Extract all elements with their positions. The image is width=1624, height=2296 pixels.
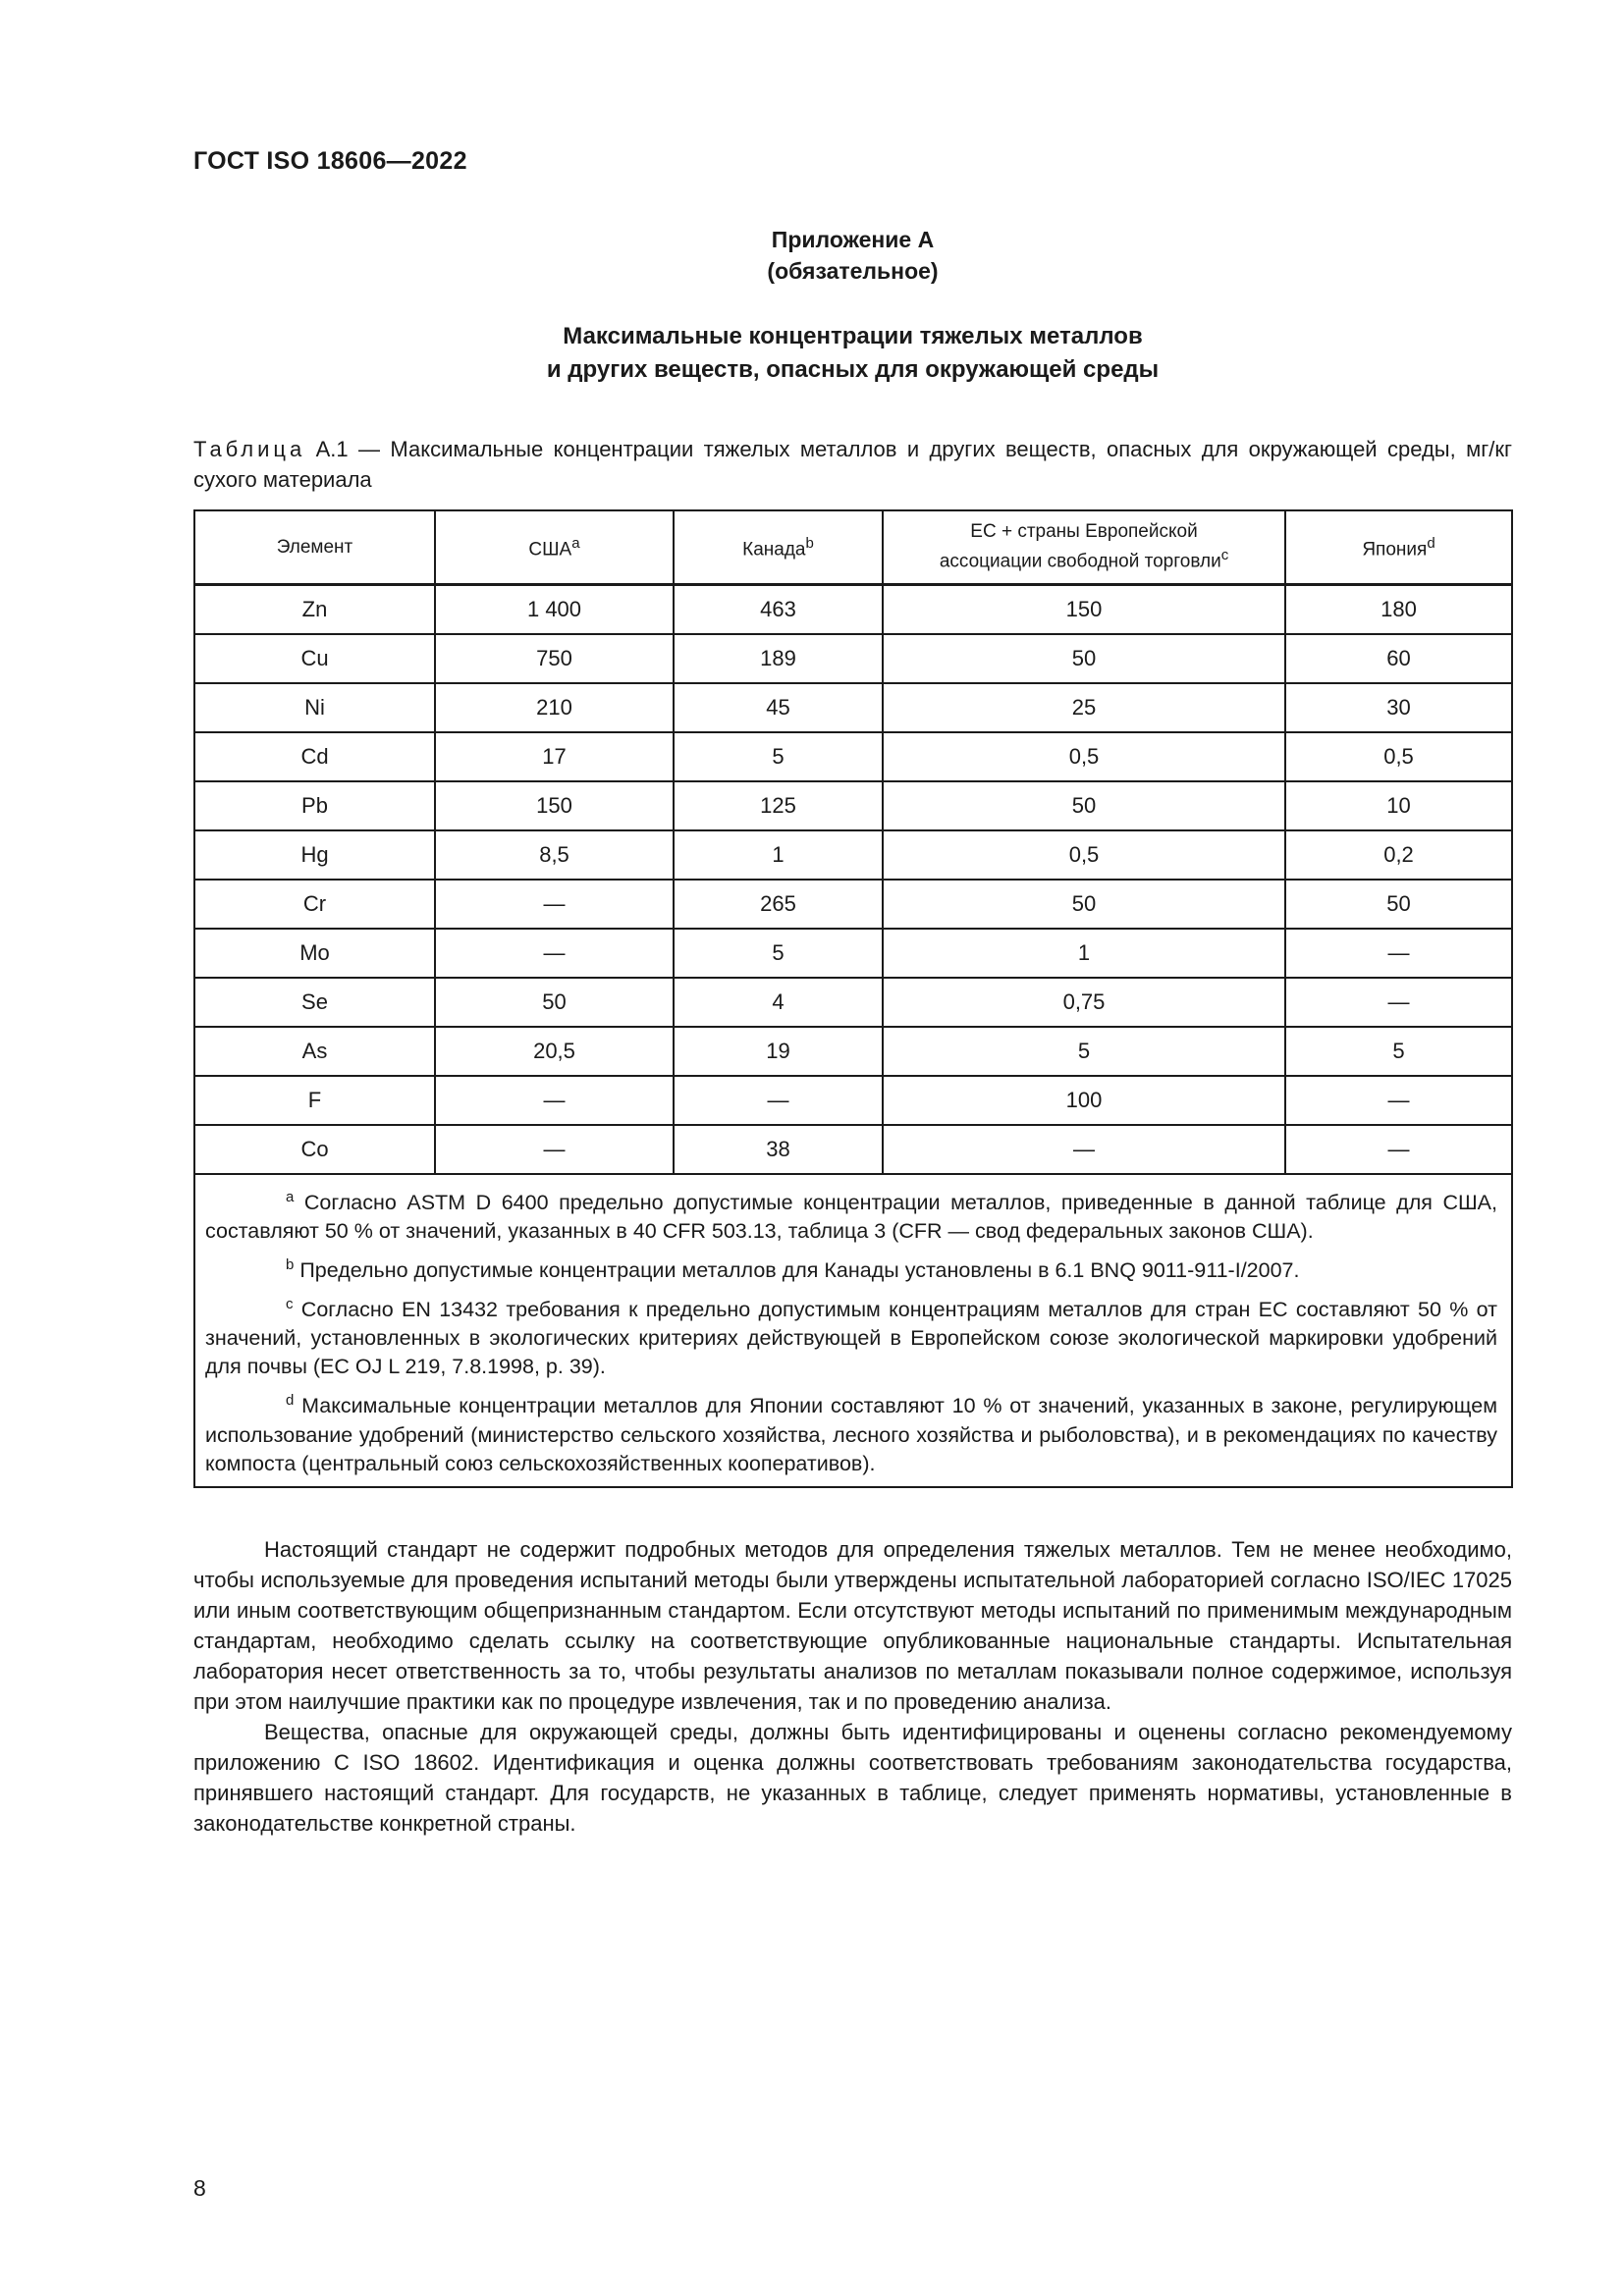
cell-usa: 150: [435, 781, 674, 830]
column-header-japan: Япония$^d$: [1285, 510, 1512, 585]
cell-eu-efta: 0,75: [883, 978, 1285, 1027]
cell-eu-efta: 0,5: [883, 830, 1285, 880]
cell-usa: 210: [435, 683, 674, 732]
cell-japan: —: [1285, 978, 1512, 1027]
cell-japan: 0,5: [1285, 732, 1512, 781]
footnote-a: $^a$ Согласно ASTM D 6400 предельно допустимые концентрации металлов, приведенные в данной таблице для США, составляют 50 % от значений, указанных в 40 CFR 503.13, таблица 3 (CFR — свод федеральных законов США).: [205, 1189, 1497, 1244]
annex-heading-line1: Максимальные концентрации тяжелых металлов: [563, 323, 1143, 349]
footnote-d: $^d$ Максимальные концентрации металлов для Японии составляют 10 % от значений, указанных в законе, регулирующем использование удобрений (министерство сельского хозяйства, лесного хозяйства и рыболовства), и в рекомендациях по качеству компоста (центральный союз сельскохозяйственных кооперативов).: [205, 1392, 1497, 1475]
cell-eu-efta: 150: [883, 585, 1285, 635]
cell-canada: 5: [674, 929, 883, 978]
table-row: [194, 1076, 1512, 1125]
cell-japan: 0,2: [1285, 830, 1512, 880]
cell-eu-efta: 5: [883, 1027, 1285, 1076]
cell-usa: 8,5: [435, 830, 674, 880]
column-header-canada: Канада$^b$: [674, 510, 883, 585]
body-paragraph-2: Вещества, опасные для окружающей среды, должны быть идентифицированы и оценены согласно рекомендуемому приложению С ISO 18602. Идентификация и оценка должны соответствовать требованиям законодательства государства, принявшего настоящий стандарт. Для государств, не указанных в таблице, следует применять нормативы, установленные в законодательстве конкретной страны.: [193, 1720, 1512, 1836]
table-row: [194, 634, 1512, 683]
table-row: [194, 880, 1512, 929]
cell-usa: 50: [435, 978, 674, 1027]
cell-eu-efta: 50: [883, 781, 1285, 830]
cell-element: Co: [194, 1125, 435, 1174]
table-row: [194, 683, 1512, 732]
cell-canada: 5: [674, 732, 883, 781]
cell-usa: 17: [435, 732, 674, 781]
cell-element: Cu: [194, 634, 435, 683]
cell-eu-efta: 50: [883, 634, 1285, 683]
cell-eu-efta: 100: [883, 1076, 1285, 1125]
cell-canada: 125: [674, 781, 883, 830]
cell-japan: 50: [1285, 880, 1512, 929]
cell-canada: 265: [674, 880, 883, 929]
annex-status: (обязательное): [767, 258, 939, 284]
table-row: [194, 978, 1512, 1027]
cell-usa: 1 400: [435, 585, 674, 635]
cell-element: Pb: [194, 781, 435, 830]
cell-usa: 750: [435, 634, 674, 683]
cell-eu-efta: 25: [883, 683, 1285, 732]
concentration-table: [193, 509, 1513, 1488]
cell-canada: 4: [674, 978, 883, 1027]
cell-element: Cr: [194, 880, 435, 929]
table-row: [194, 732, 1512, 781]
cell-japan: —: [1285, 929, 1512, 978]
cell-japan: —: [1285, 1125, 1512, 1174]
table-row: [194, 1125, 1512, 1174]
cell-element: F: [194, 1076, 435, 1125]
cell-eu-efta: 1: [883, 929, 1285, 978]
footnote-b: $^b$ Предельно допустимые концентрации металлов для Канады установлены в 6.1 BNQ 9011-911-I/2007.: [286, 1256, 1300, 1283]
footnote-c: $^c$ Согласно EN 13432 требования к предельно допустимым концентрациям металлов для стран ЕС составляют 50 % от значений, установленных в экологических критериях действующей в Европейском союзе экологической маркировки удобрений для почвы (ЕС OJ L 219, 7.8.1998, p. 39).: [205, 1296, 1497, 1379]
column-header-usa: США$^a$: [435, 510, 674, 585]
cell-element: As: [194, 1027, 435, 1076]
table-header-row: [194, 510, 1512, 585]
cell-element: Cd: [194, 732, 435, 781]
cell-element: Se: [194, 978, 435, 1027]
cell-element: Ni: [194, 683, 435, 732]
cell-japan: —: [1285, 1076, 1512, 1125]
cell-usa: —: [435, 929, 674, 978]
table-footnotes: [194, 1174, 1512, 1487]
cell-usa: —: [435, 880, 674, 929]
cell-eu-efta: 0,5: [883, 732, 1285, 781]
body-text: [193, 1534, 1512, 1839]
cell-usa: —: [435, 1076, 674, 1125]
cell-canada: 463: [674, 585, 883, 635]
column-header-eu-efta: ЕС + страны Европейской ассоциации свободной торговли$^c$: [883, 510, 1285, 585]
table-row: [194, 929, 1512, 978]
table-row: [194, 1027, 1512, 1076]
cell-japan: 60: [1285, 634, 1512, 683]
annex-title: Приложение А: [771, 227, 935, 252]
table-caption-label: Таблица: [193, 437, 306, 461]
cell-canada: 19: [674, 1027, 883, 1076]
cell-eu-efta: —: [883, 1125, 1285, 1174]
cell-japan: 5: [1285, 1027, 1512, 1076]
cell-element: Hg: [194, 830, 435, 880]
cell-canada: 1: [674, 830, 883, 880]
cell-usa: —: [435, 1125, 674, 1174]
cell-canada: 45: [674, 683, 883, 732]
column-header-element: Элемент: [194, 510, 435, 585]
table-caption-text: А.1 — Максимальные концентрации тяжелых металлов и других веществ, опасных для окружающей среды, мг/кг сухого материала: [193, 437, 1512, 492]
body-paragraph-1: Настоящий стандарт не содержит подробных методов для определения тяжелых металлов. Тем не менее необходимо, чтобы используемые для проведения испытаний методы были утверждены испытательной лабораторией согласно ISO/IEC 17025 или иным соответствующим общепризнанным стандартом. Если отсутствуют методы испытаний по применимым международным стандартам, необходимо сделать ссылку на соответствующие опубликованные национальные стандарты. Испытательная лаборатория несет ответственность за то, чтобы результаты анализов по металлам показывали полное содержимое, используя при этом наилучшие практики как по процедуре извлечения, так и по проведению анализа.: [193, 1537, 1512, 1714]
cell-element: Zn: [194, 585, 435, 635]
table-row: [194, 585, 1512, 635]
page-number: 8: [193, 2175, 206, 2201]
document-code: ГОСТ ISO 18606—2022: [193, 147, 467, 175]
cell-japan: 180: [1285, 585, 1512, 635]
cell-element: Mo: [194, 929, 435, 978]
cell-eu-efta: 50: [883, 880, 1285, 929]
cell-japan: 30: [1285, 683, 1512, 732]
table-row: [194, 830, 1512, 880]
table-caption: [193, 434, 1512, 495]
cell-japan: 10: [1285, 781, 1512, 830]
table-footnotes-row: [194, 1174, 1512, 1487]
cell-usa: 20,5: [435, 1027, 674, 1076]
annex-heading-line2: и других веществ, опасных для окружающей среды: [546, 356, 1160, 383]
cell-canada: 38: [674, 1125, 883, 1174]
table-row: [194, 781, 1512, 830]
cell-canada: —: [674, 1076, 883, 1125]
cell-canada: 189: [674, 634, 883, 683]
